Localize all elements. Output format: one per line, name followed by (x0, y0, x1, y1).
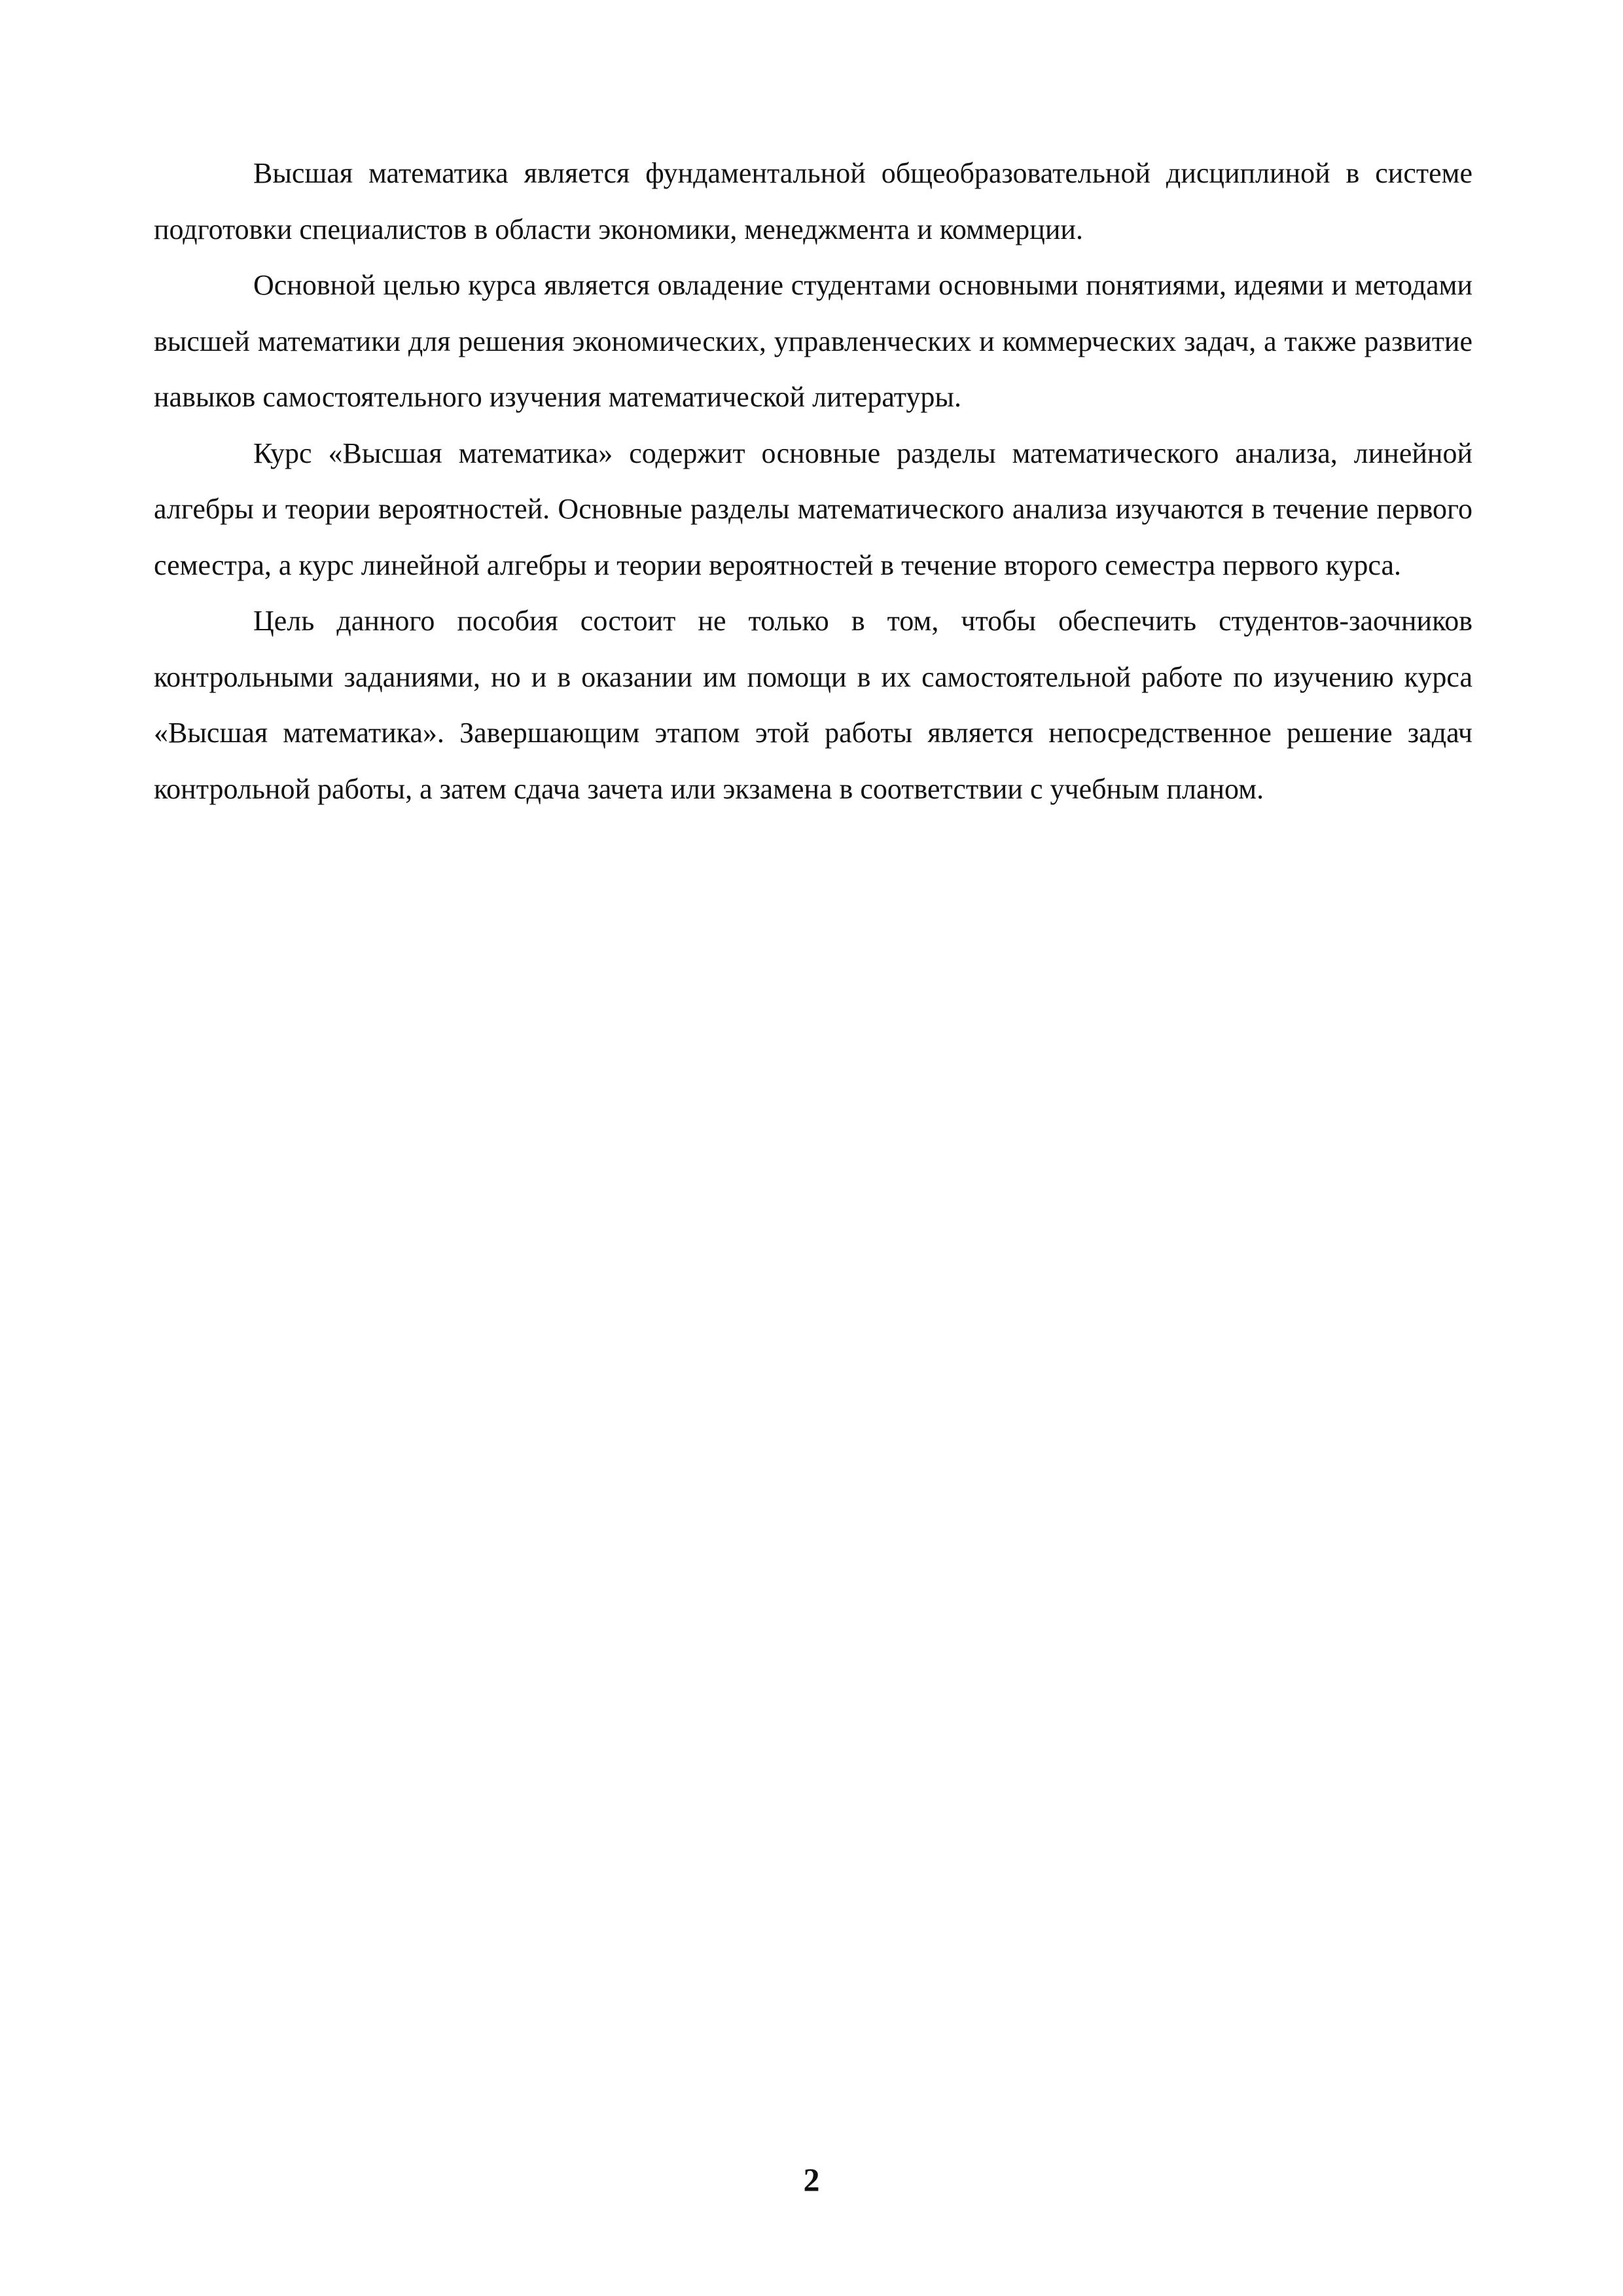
paragraph-course-contents: Курс «Высшая математика» содержит основные разделы математического анализа, линейной алгебры и теории вероятностей. Основные разделы математического анализа изучаются в течение первого семестра, а курс линейной алгебры и теории вероятностей в течение второго семестра первого курса. (154, 437, 1472, 581)
page-number: 2 (803, 2161, 820, 2198)
document-body (154, 145, 1472, 817)
paragraph-intro: Высшая математика является фундаментальной общеобразовательной дисциплиной в системе подготовки специалистов в области экономики, менеджмента и коммерции. (154, 157, 1472, 245)
paragraph-manual-purpose: Цель данного пособия состоит не только в том, чтобы обеспечить студентов-заочников контрольными заданиями, но и в оказании им помощи в их самостоятельной работе по изучению курса «Высшая математика». Завершающим этапом этой работы является непосредственное решение задач контрольной работы, а затем сдача зачета или экзамена в соответствии с учебным планом. (154, 605, 1472, 805)
paragraph-course-goal: Основной целью курса является овладение студентами основными понятиями, идеями и методами высшей математики для решения экономических, управленческих и коммерческих задач, а также развитие навыков самостоятельного изучения математической литературы. (154, 269, 1472, 413)
